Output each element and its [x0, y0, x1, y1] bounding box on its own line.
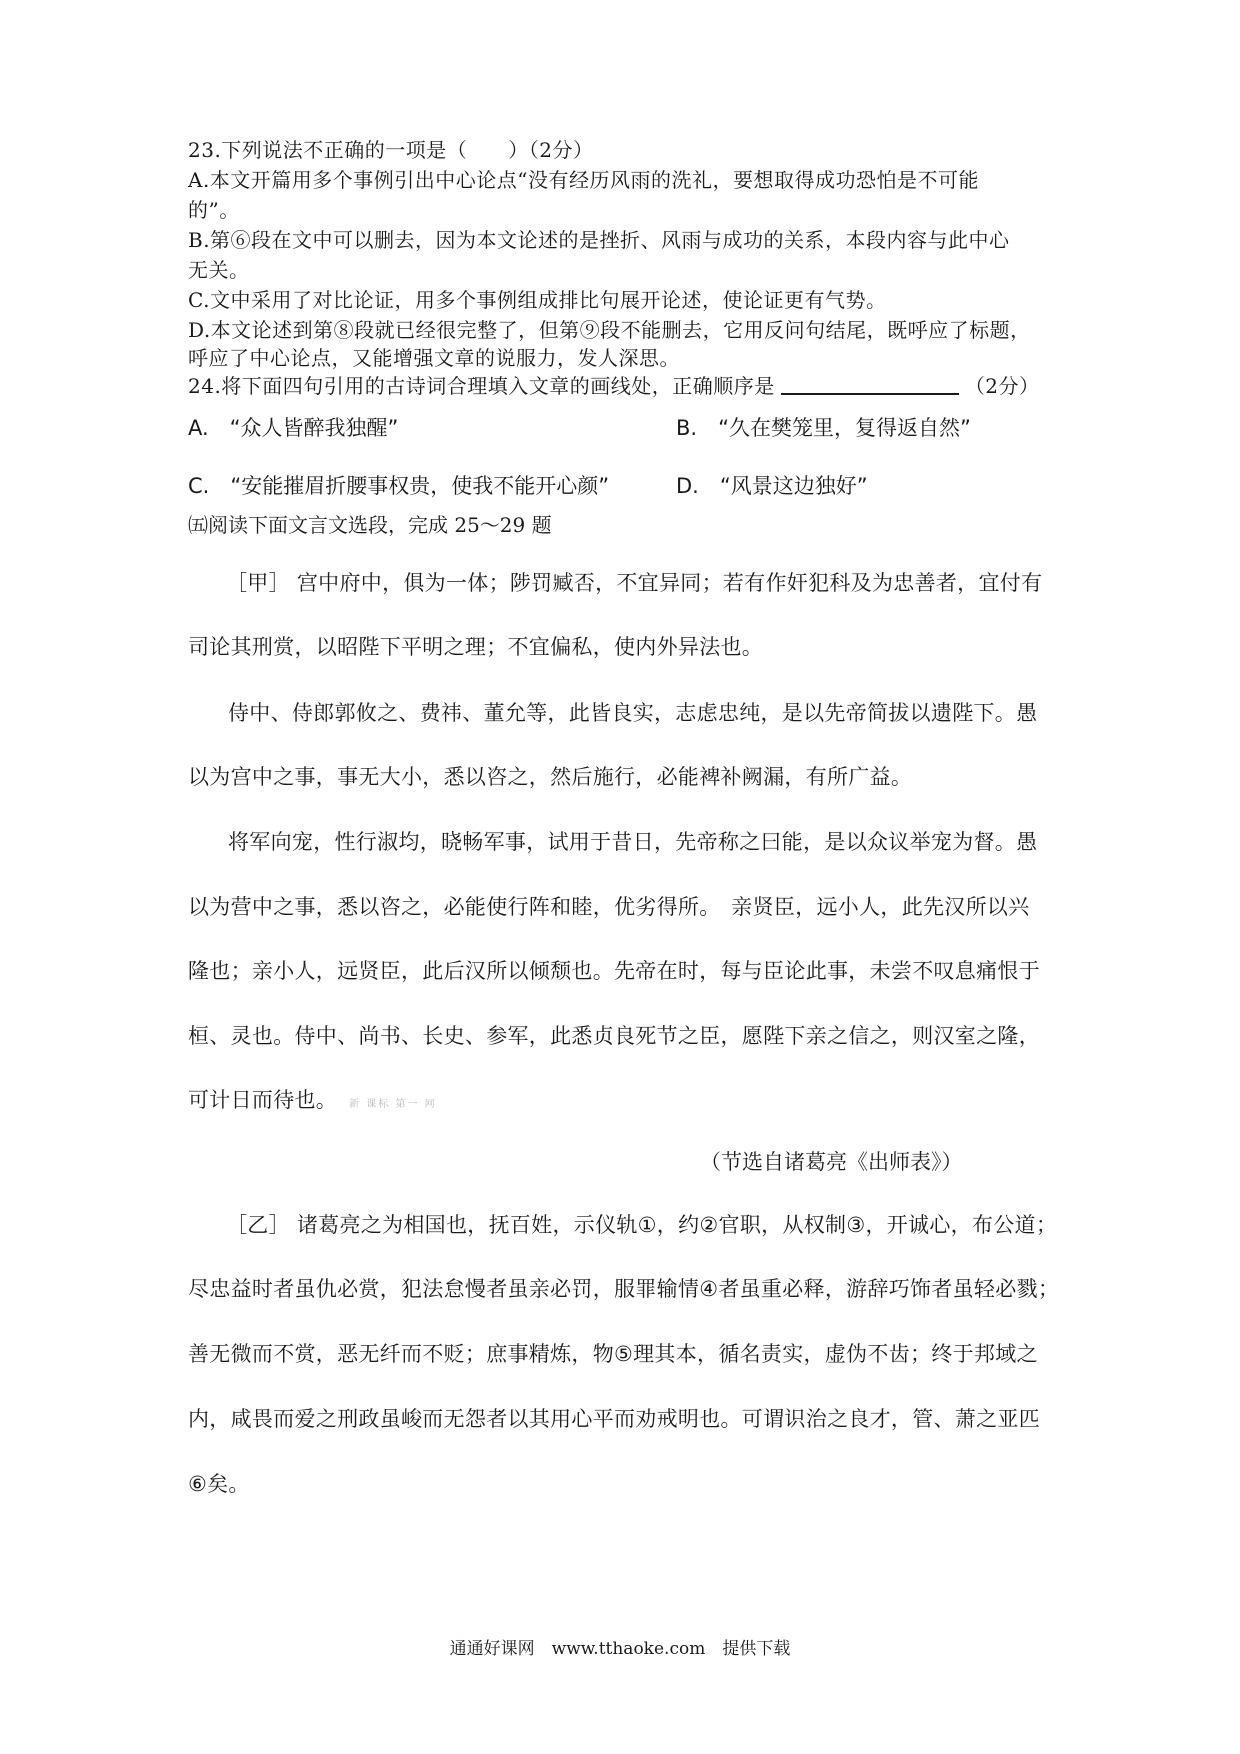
passage-jia-line6: 以为营中之事，悉以咨之，必能使行阵和睦，优劣得所。 亲贤臣，远小人，此先汉所以兴	[188, 895, 1030, 919]
choice-d: D. “风景这边独好”	[676, 474, 868, 498]
passage-jia-line9-row	[188, 1084, 437, 1114]
passage-jia-line7: 隆也；亲小人，远贤臣，此后汉所以倾颓也。先帝在时，每与臣论此事，未尝不叹息痛恨于	[188, 959, 1040, 983]
answer-blank[interactable]	[781, 371, 959, 395]
choice-a: A. “众人皆醉我独醒”	[188, 416, 399, 440]
passage-jia-line9: 可计日而待也。	[188, 1088, 338, 1112]
question-23-option-a-line2: 的”。	[188, 198, 240, 222]
passage-source: （节选自诸葛亮《出师表》）	[700, 1150, 963, 1174]
choice-c: C. “安能摧眉折腰事权贵，使我不能开心颜”	[188, 474, 610, 498]
question-24-stem: 24.将下面四句引用的古诗词合理填入文章的画线处，正确顺序是	[188, 374, 775, 398]
page-footer: 通通好课网 www.tthaoke.com 提供下载	[449, 1639, 791, 1659]
passage-yi-line3: 善无微而不赏，恶无纤而不贬；庶事精炼，物⑤理其本，循名责实，虚伪不齿；终于邦域之	[188, 1342, 1038, 1366]
passage-yi-line2: 尽忠益时者虽仇必赏，犯法怠慢者虽亲必罚，服罪输情④者虽重必释，游辞巧饰者虽轻必戮；	[188, 1277, 1060, 1301]
question-23-option-b-line1: B.第⑥段在文中可以删去，因为本文论述的是挫折、风雨与成功的关系，本段内容与此中心	[188, 228, 1010, 252]
question-23-option-b-line2: 无关。	[188, 258, 250, 282]
passage-jia-line3: 侍中、侍郎郭攸之、费祎、董允等，此皆良实，志虑忠纯，是以先帝简拔以遗陛下。愚	[228, 701, 1038, 725]
question-23-option-d-line2: 呼应了中心论点，又能增强文章的说服力，发人深思。	[188, 346, 680, 370]
passage-yi-line5: ⑥矣。	[188, 1472, 250, 1496]
passage-yi-line4: 内，咸畏而爱之刑政虽峻而无怨者以其用心平而劝戒明也。可谓识治之良才，管、萧之亚匹	[188, 1407, 1040, 1431]
faint-watermark: 新 课标 第一 网	[349, 1099, 437, 1110]
question-23-option-d-line1: D.本文论述到第⑧段就已经很完整了，但第⑨段不能删去，它用反问句结尾，既呼应了标题，	[188, 318, 1031, 342]
passage-jia-line4: 以为宫中之事，事无大小，悉以咨之，然后施行，必能裨补阙漏，有所广益。	[188, 765, 913, 789]
question-23-option-c: C.文中采用了对比论证，用多个事例组成排比句展开论述，使论证更有气势。	[188, 288, 887, 312]
passage-jia-line5: 将军向宠，性行淑均，晓畅军事，试用于昔日，先帝称之曰能，是以众议举宠为督。愚	[228, 830, 1038, 854]
question-23-stem: 23.下列说法不正确的一项是（ ）（2分）	[188, 138, 594, 162]
section-5-heading: ㈤阅读下面文言文选段，完成 25～29 题	[188, 513, 552, 537]
passage-jia-line8: 桓、灵也。侍中、尚书、长史、参军，此悉贞良死节之臣，愿陛下亲之信之，则汉室之隆，	[188, 1024, 1040, 1048]
question-24-points: （2分）	[964, 374, 1040, 398]
choice-b: B. “久在樊笼里，复得返自然”	[676, 416, 971, 440]
passage-yi-line1: ［乙］ 诸葛亮之为相国也，抚百姓，示仪轨①，约②官职，从权制③，开诚心，布公道；	[226, 1213, 1058, 1237]
question-24-stem-row	[188, 370, 1040, 402]
question-23-option-a-line1: A.本文开篇用多个事例引出中心论点“没有经历风雨的洗礼，要想取得成功恐怕是不可能	[188, 168, 980, 192]
passage-jia-line1: ［甲］ 宫中府中，俱为一体；陟罚臧否，不宜异同；若有作奸犯科及为忠善者，宜付有	[226, 571, 1043, 595]
passage-jia-line2: 司论其刑赏，以昭陛下平明之理；不宜偏私，使内外异法也。	[188, 635, 764, 659]
